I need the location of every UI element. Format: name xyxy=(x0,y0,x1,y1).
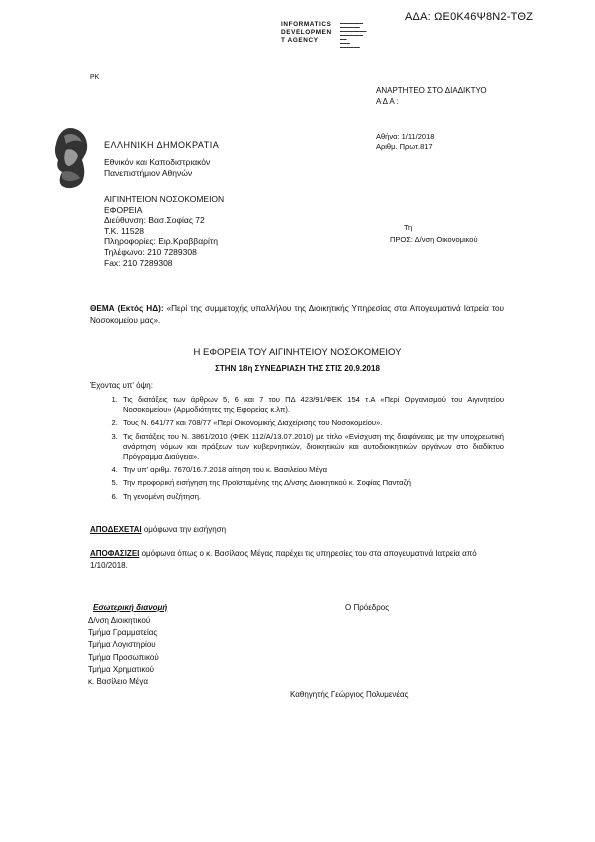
ada-code: ΑΔΑ: ΩΕ0Κ46Ψ8Ν2-ΤΘΖ xyxy=(404,11,533,23)
address: Διεύθυνση: Βασ.Σοφίας 72 xyxy=(104,215,205,225)
fax: Fax: 210 7289308 xyxy=(104,257,173,268)
list-item: Τμήμα Λογιστηρίου xyxy=(88,640,156,650)
list-item: Τμήμα Προσωπικού xyxy=(88,652,159,662)
having-in-view: Έχοντας υπ' όψη: xyxy=(90,381,153,390)
posting-notice: ΑΝΑΡΤΗΤΕΟ ΣΤΟ ΔΙΑΔΙΚΤΥΟ Α Δ Α : xyxy=(376,86,487,106)
list-item: 2. Τους Ν. 641/77 και 708/77 «Περί Οικονομικής Διαχείρισης του Νοσοκομείου». xyxy=(120,418,504,428)
subject-label: ΘΕΜΑ (Εκτός ΗΔ): xyxy=(90,304,164,313)
pk-mark: PK xyxy=(90,74,100,81)
postal-code: Τ.Κ. 11528 xyxy=(104,225,145,236)
signature-role: Ο Πρόεδρος xyxy=(345,603,390,612)
list-item: 5. Την προφορική εισήγηση της Προϊσταμένης της Δ/νσης Διοικητικού κ. Σοφίας Πανταζή xyxy=(120,478,504,488)
subject-text: «Περί της συμμετοχής υπαλλήλου της Διοικητικής Υπηρεσίας στα Απογευματινά Ιατρεία του Νοσοκομείου μας». xyxy=(90,304,504,325)
sender-hospital: ΑΙΓΙΝΗΤΕΙΟΝ ΝΟΣΟΚΟΜΕΙΟΝ ΕΦΟΡΕΙΑ xyxy=(104,194,225,215)
list-item: κ. Βασίλειο Μέγα xyxy=(88,677,148,687)
sender-details xyxy=(104,215,218,269)
distribution-title: Εσωτερική διανομή xyxy=(93,603,168,612)
informatics-logo: INFORMATICS DEVELOPMEN T AGENCY xyxy=(281,21,332,44)
list-item: 4. Την υπ' αριθμ. 7670/16.7.2018 αίτηση του κ. Βασιλείου Μέγα xyxy=(120,465,504,475)
list-item: 3. Τις διατάξεις του Ν. 3861/2010 (ΦΕΚ 112/Α/13.07.2010) με τίτλο «Ενίσχυση της διαφάνειας με την υποχρεωτική ανάρτηση νόμων και πράξεων των κυβερνητικών, διοικητικών και αυτοδιοικητικών οργάνων στο διαδίκτυο Πρόγραμμα Διαύγεια». xyxy=(120,432,504,463)
recipient: Τη ΠΡΟΣ: Δ/νση Οικονομικού xyxy=(390,223,478,244)
list-item: Τμήμα Χρηματικού xyxy=(88,664,155,674)
board-heading: Η ΕΦΟΡΕΙΑ ΤΟΥ ΑΙΓΙΝΗΤΕΙΟΥ ΝΟΣΟΚΟΜΕΙΟΥ xyxy=(193,347,402,358)
sender-university: Εθνικόν και Καποδιστριακόν Πανεπιστήμιον Αθηνών xyxy=(104,157,211,178)
list-item: Δ/νση Διοικητικού xyxy=(88,616,151,625)
decides-clause: ΑΠΟΦΑΣΙΖΕΙ ομόφωνα όπως ο κ. Βασίλαος Μέγας παρέχει τις υπηρεσίες του στα απογευματινά Ιατρεία από 1/10/2018. xyxy=(90,549,477,570)
list-item: 1. Τις διατάξεις των άρθρων 5, 6 και 7 του ΠΔ 423/91/ΦΕΚ 154 τ.Α «Περί Οργανισμού του Αιγινητείου Νοσοκομείου» (Αρμοδιότητες της Εφορείας κ.λπ). xyxy=(120,395,504,415)
subject xyxy=(90,303,504,327)
informatics-logo-smallprint: ▬▬▬▬▬▬▬ ▬▬▬▬▬▬ ▬▬▬▬▬▬▬▬ ▬▬▬▬▬▬▬ ▬▬ ▬▬▬ ▬▬▬▬▬▬ xyxy=(340,21,367,49)
phone: Τηλέφωνο: 210 7289308 xyxy=(104,247,197,258)
signature-name: Καθηγητής Γεώργιος Πολυμενέας xyxy=(290,690,409,699)
document-date: Αθήνα: 1/11/2018 xyxy=(376,132,435,141)
info-contact: Πληροφορίες: Ειρ.Κραββαρίτη xyxy=(104,236,218,247)
distribution-list xyxy=(88,615,159,688)
session-heading: ΣΤΗΝ 18η ΣΥΝΕΔΡΙΑΣΗ ΤΗΣ ΣΤΙΣ 20.9.2018 xyxy=(215,364,380,373)
athena-emblem-icon xyxy=(52,126,92,192)
list-item: 6. Τη γενομένη συζήτηση. xyxy=(120,492,504,502)
list-item: Τμήμα Γραμματείας xyxy=(88,628,158,638)
accepts-clause: ΑΠΟΔΕΧΕΤΑΙ ομόφωνα την εισήγηση xyxy=(90,525,227,534)
reasons-list xyxy=(90,395,504,505)
date-protocol xyxy=(376,132,434,152)
protocol-number: Αριθμ. Πρωτ.817 xyxy=(376,142,433,151)
sender-state: ΕΛΛΗΝΙΚΗ ΔΗΜΟΚΡΑΤΙΑ xyxy=(104,140,220,150)
